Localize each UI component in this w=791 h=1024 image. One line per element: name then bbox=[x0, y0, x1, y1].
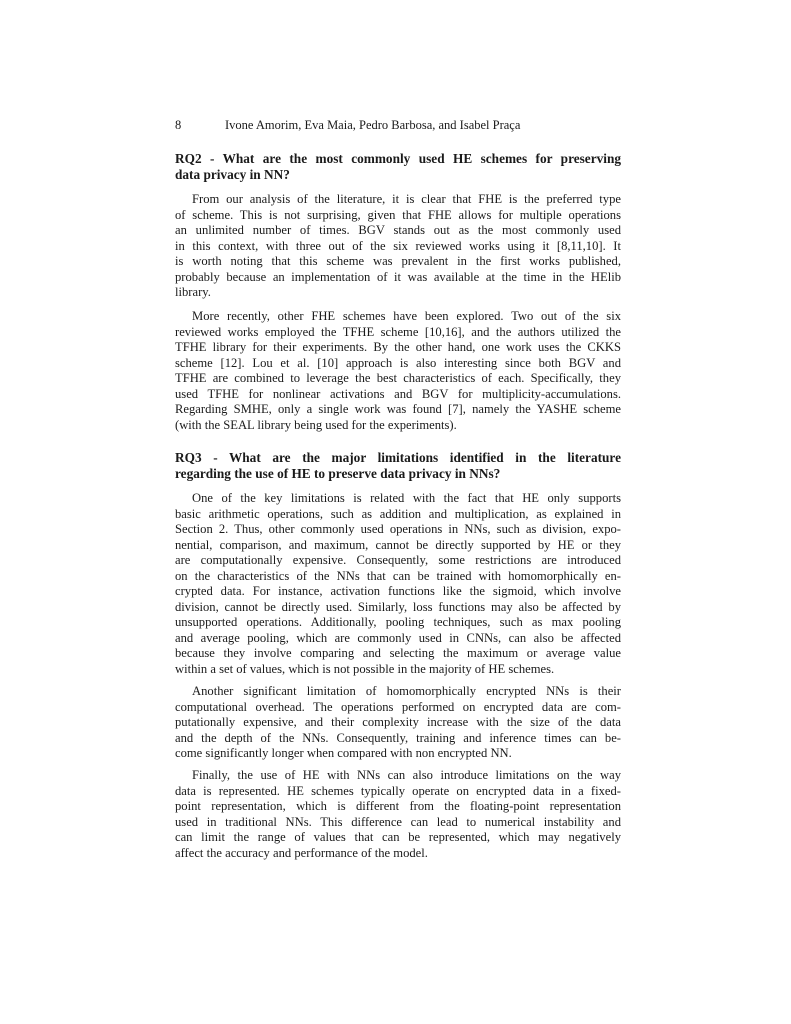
page-number: 8 bbox=[175, 118, 182, 132]
heading-line: data privacy in NN? bbox=[175, 166, 290, 182]
text-line: division, cannot be directly used. Similarly, loss functions may also be affected by bbox=[175, 599, 621, 614]
text-line: are computationally expensive. Consequently, some restrictions are introduced bbox=[175, 553, 621, 568]
heading-line: RQ2 - What are the most commonly used HE schemes for preserving bbox=[175, 151, 621, 166]
text-line: TFHE are combined to leverage the best characteristics of each. Specifically, they bbox=[175, 371, 621, 386]
text-line: unsupported operations. Additionally, pooling techniques, such as max pooling bbox=[175, 615, 621, 630]
text-line: computational overhead. The operations performed on encrypted data are com- bbox=[175, 699, 621, 714]
rq3-paragraph-3 bbox=[175, 768, 621, 861]
text-line: used TFHE for nonlinear activations and BGV for multiplicity-accumulations. bbox=[175, 386, 621, 401]
text-line: can limit the range of values that can be represented, which may negatively bbox=[175, 830, 621, 845]
running-head-authors: Ivone Amorim, Eva Maia, Pedro Barbosa, and Isabel Praça bbox=[225, 118, 521, 132]
text-line: and the depth of the NNs. Consequently, training and inference times can be- bbox=[175, 730, 621, 745]
text-line: Finally, the use of HE with NNs can also introduce limitations on the way bbox=[192, 768, 621, 782]
rq2-heading bbox=[175, 151, 621, 182]
text-line: basic arithmetic operations, such as addition and multiplication, as explained in bbox=[175, 506, 621, 521]
text-line: One of the key limitations is related with the fact that HE only supports bbox=[192, 491, 621, 505]
rq3-heading bbox=[175, 450, 621, 481]
text-line: library. bbox=[175, 285, 211, 300]
text-line: TFHE library for their experiments. By the other hand, one work uses the CKKS bbox=[175, 340, 621, 355]
text-line: probably because an implementation of it was available at the time in the HElib bbox=[175, 269, 621, 284]
rq3-paragraph-2 bbox=[175, 684, 621, 762]
text-line: Section 2. Thus, other commonly used operations in NNs, such as division, expo- bbox=[175, 522, 621, 537]
text-line: Regarding SMHE, only a single work was found [7], namely the YASHE scheme bbox=[175, 402, 621, 417]
text-line: affect the accuracy and performance of the model. bbox=[175, 845, 428, 860]
text-line: From our analysis of the literature, it is clear that FHE is the preferred type bbox=[192, 192, 621, 206]
text-line: on the characteristics of the NNs that can be trained with homomorphically en- bbox=[175, 568, 621, 583]
text-line: More recently, other FHE schemes have been explored. Two out of the six bbox=[192, 309, 621, 323]
text-line: nential, comparison, and maximum, cannot be directly supported by HE or they bbox=[175, 537, 621, 552]
text-line: because they involve comparing and selecting the maximum or average value bbox=[175, 646, 621, 661]
text-line: come significantly longer when compared with non encrypted NN. bbox=[175, 746, 512, 761]
text-line: reviewed works employed the TFHE scheme [10,16], and the authors utilized the bbox=[175, 324, 621, 339]
text-line: an unlimited number of times. BGV stands out as the most commonly used bbox=[175, 223, 621, 238]
rq3-paragraph-1 bbox=[175, 491, 621, 678]
text-line: and average pooling, which are commonly used in CNNs, can also be affected bbox=[175, 630, 621, 645]
heading-line: regarding the use of HE to preserve data privacy in NNs? bbox=[175, 465, 501, 481]
text-line: within a set of values, which is not possible in the majority of HE schemes. bbox=[175, 662, 555, 677]
heading-line: RQ3 - What are the major limitations identified in the literature bbox=[175, 450, 621, 465]
text-line: data is represented. HE schemes typically operate on encrypted data in a fixed- bbox=[175, 783, 621, 798]
text-line: (with the SEAL library being used for the experiments). bbox=[175, 417, 457, 432]
text-line: Another significant limitation of homomorphically encrypted NNs is their bbox=[192, 684, 621, 698]
text-line: in this context, with three out of the six reviewed works using it [8,11,10]. It bbox=[175, 238, 621, 253]
text-line: crypted data. For instance, activation functions like the sigmoid, which involve bbox=[175, 584, 621, 599]
text-line: scheme [12]. Lou et al. [10] approach is also interesting since both BGV and bbox=[175, 355, 621, 370]
text-line: used in traditional NNs. This difference can lead to numerical instability and bbox=[175, 814, 621, 829]
text-line: of scheme. This is not surprising, given that FHE allows for multiple operations bbox=[175, 207, 621, 222]
text-line: is worth noting that this scheme was prevalent in the first works published, bbox=[175, 254, 621, 269]
rq2-paragraph-2 bbox=[175, 309, 621, 433]
text-line: point representation, which is different from the floating-point representation bbox=[175, 799, 621, 814]
rq2-paragraph-1 bbox=[175, 192, 621, 301]
text-line: putationally expensive, and their complexity increase with the size of the data bbox=[175, 715, 621, 730]
